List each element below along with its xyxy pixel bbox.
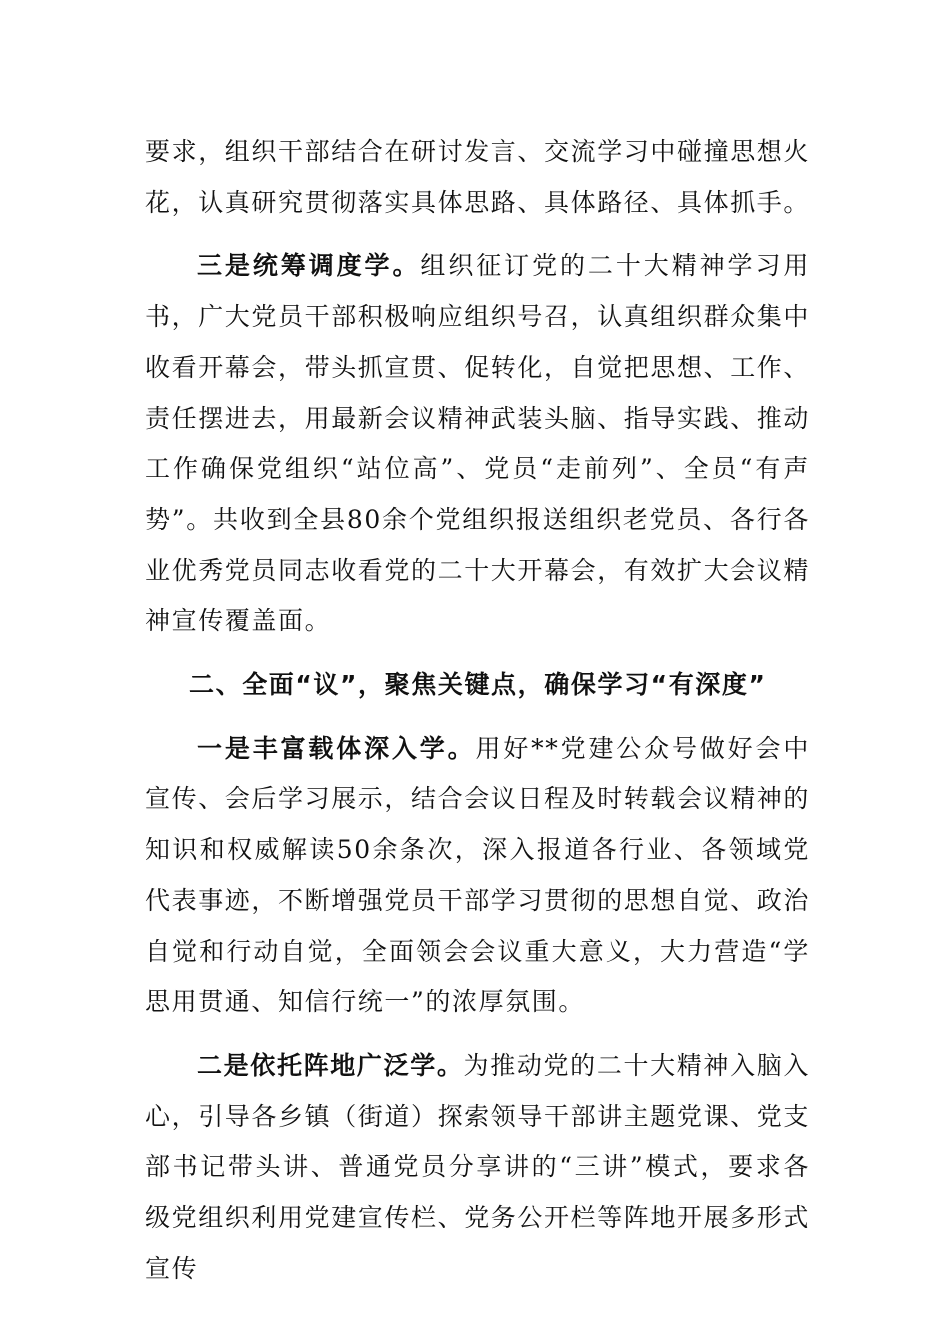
paragraph-text: 为推动党的二十大精神入脑入心，引导各乡镇（街道）探索领导干部讲主题党课、党支部书记带头讲、普通党员分享讲的“三讲”模式，要求各级党组织利用党建宣传栏、党务公开栏等阵地开展多形式宣传 [145,1050,811,1283]
document-body [145,127,810,1294]
paragraph-continuation [145,127,810,228]
paragraph-lead: 二是依托阵地广泛学。 [197,1050,464,1080]
paragraph-text: 组织征订党的二十大精神学习用书，广大党员干部积极响应组织号召，认真组织群众集中收看开幕会，带头抓宣贯、促转化，自觉把思想、工作、责任摆进去，用最新会议精神武装头脑、指导实践、推动工作确保党组织“站位高”、党员“走前列”、全员“有声势”。共收到全县80余个党组织报送组织老党员、各行各业优秀党员同志收看党的二十大开幕会，有效扩大会议精神宣传覆盖面。 [145,251,811,636]
paragraph-positions [145,1041,810,1295]
paragraph-rich-carriers [145,724,810,1028]
paragraph-lead: 一是丰富载体深入学。 [197,733,476,763]
paragraph-overall-planning [145,241,810,647]
paragraph-lead: 三是统筹调度学。 [197,251,421,281]
paragraph-text: 用好**党建公众号做好会中宣传、会后学习展示，结合会议日程及时转载会议精神的知识和权威解读50余条次，深入报道各行业、各领域党代表事迹，不断增强党员干部学习贯彻的思想自觉、政治自觉和行动自觉，全面领会会议重大意义，大力营造“学思用贯通、知信行统一”的浓厚氛围。 [145,733,811,1017]
paragraph-text: 要求，组织干部结合在研讨发言、交流学习中碰撞思想火花，认真研究贯彻落实具体思路、具体路径、具体抓手。 [145,137,811,217]
section-heading: 二、全面“议”，聚焦关键点，确保学习“有深度” [189,670,767,700]
